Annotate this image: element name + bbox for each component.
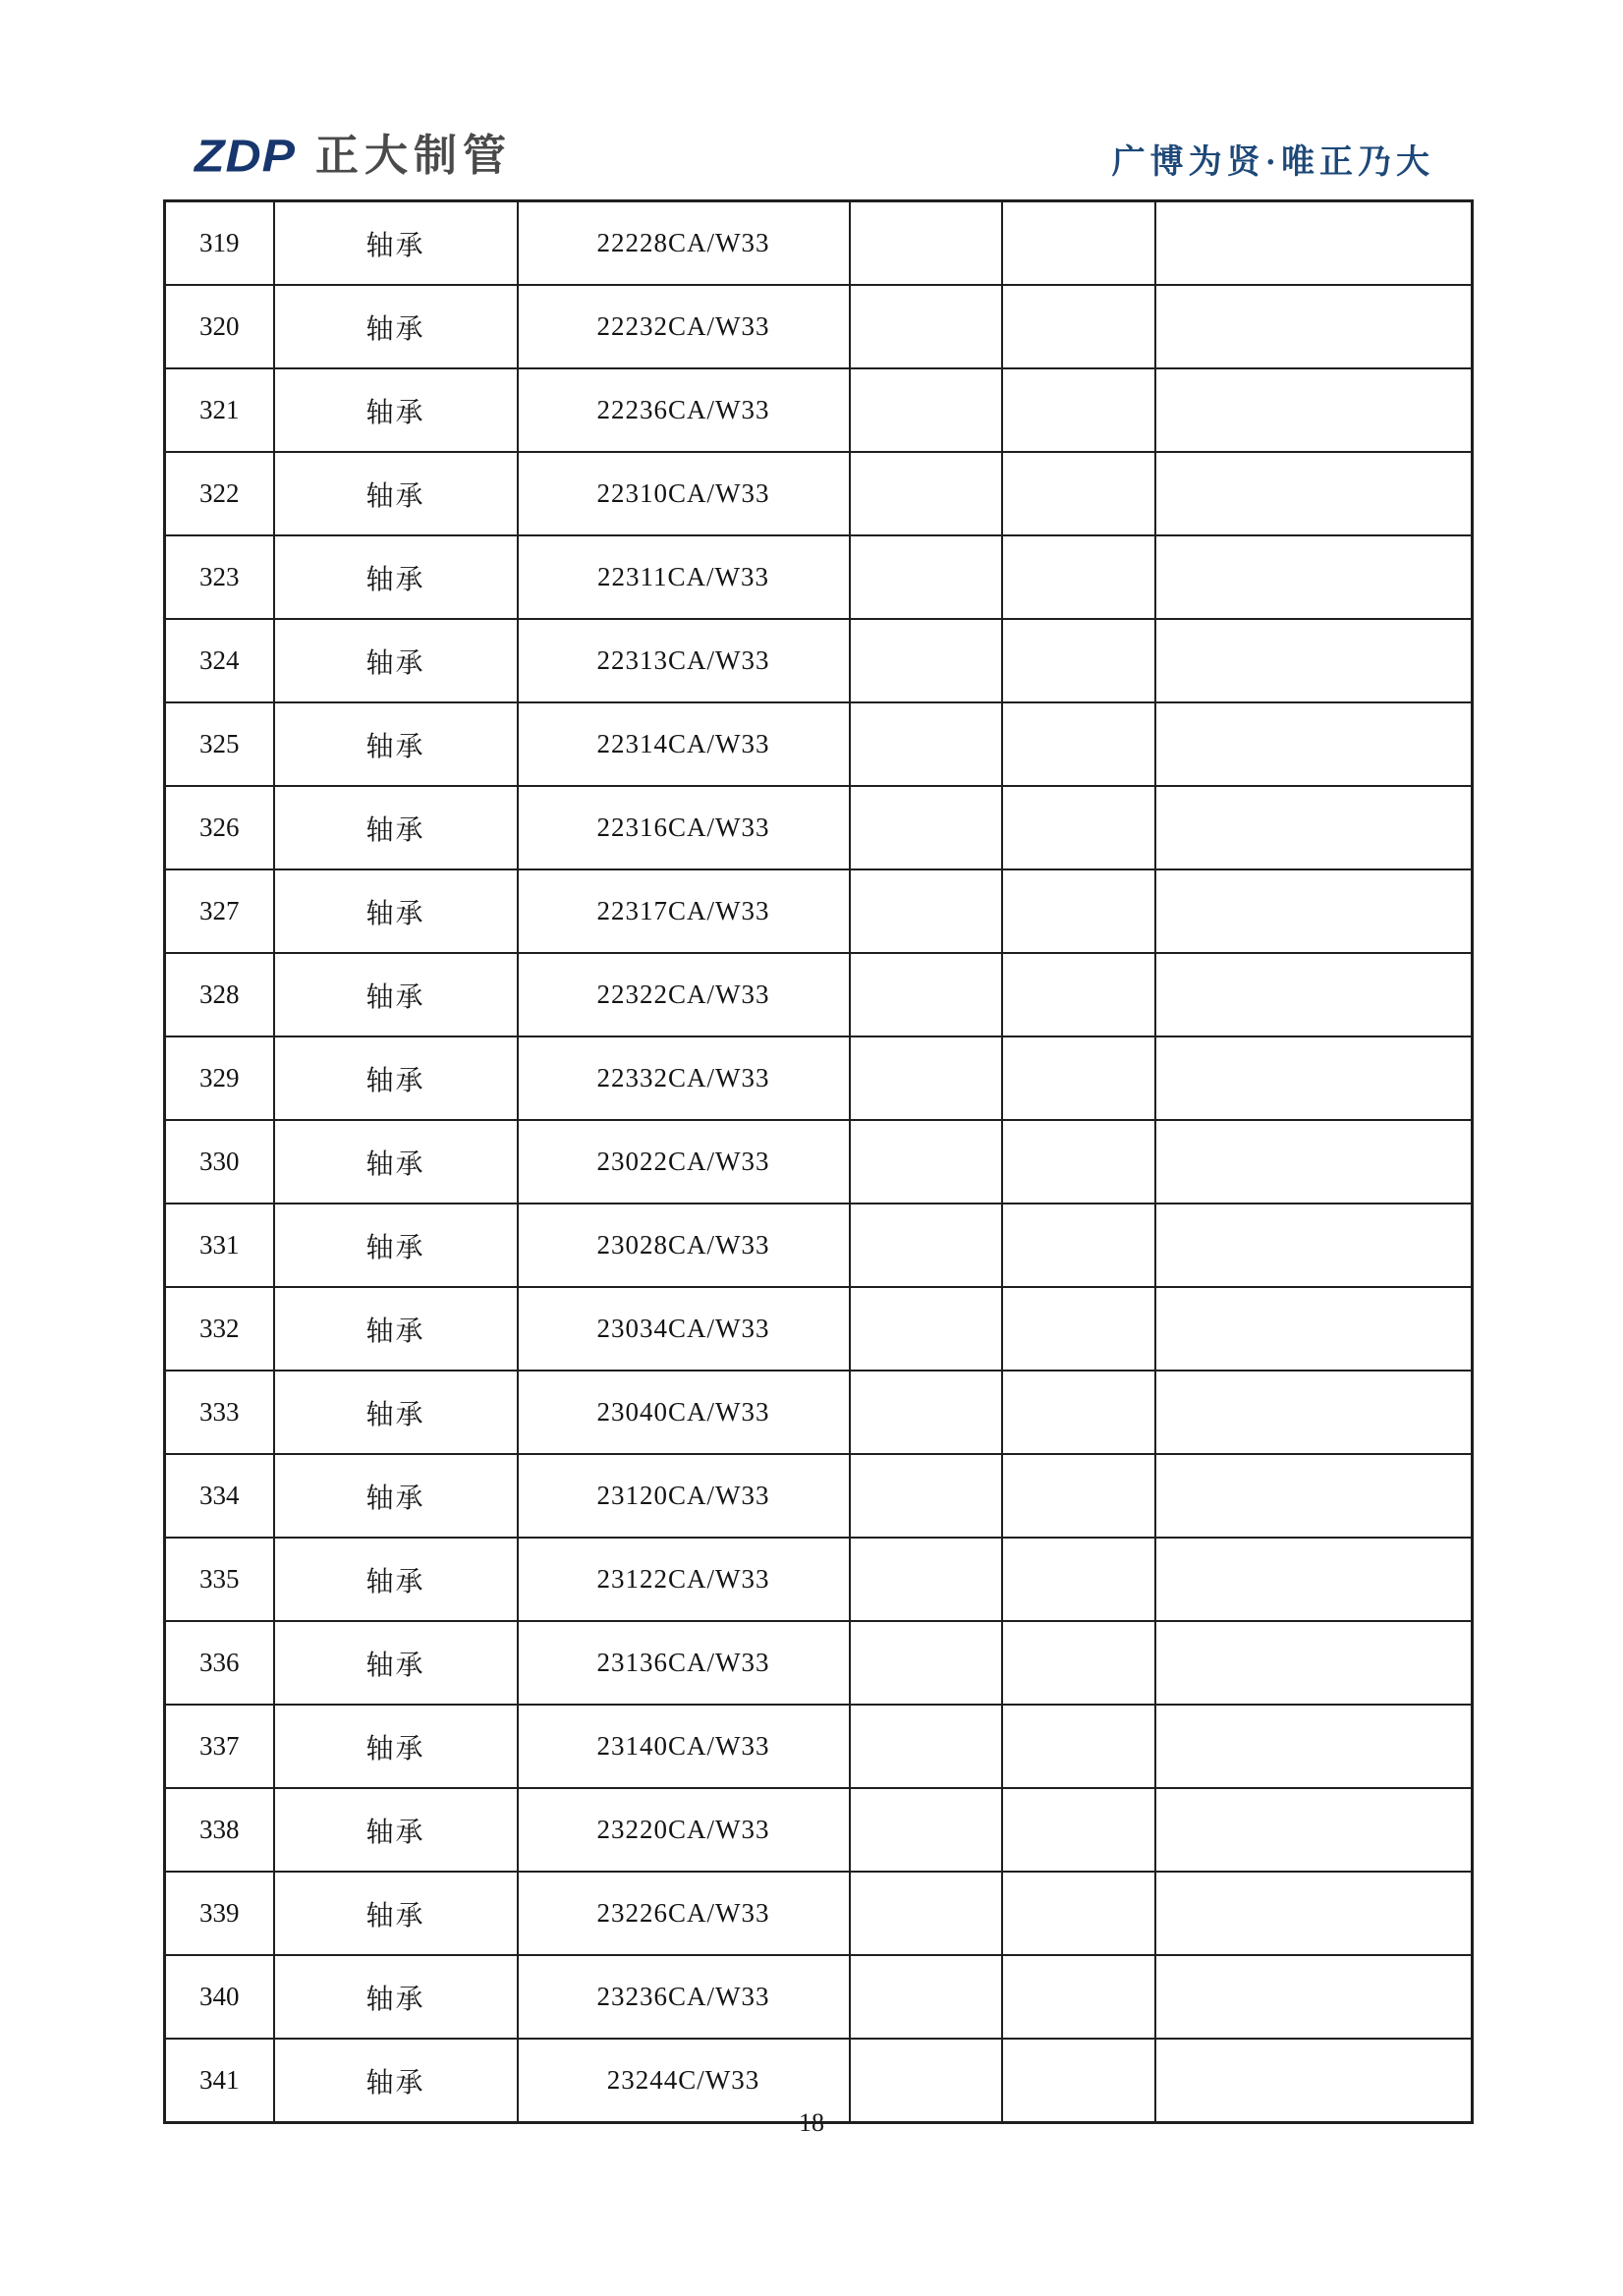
empty-cell-1 — [850, 201, 1002, 286]
empty-cell-1 — [850, 1788, 1002, 1872]
table-row — [165, 1872, 1473, 1955]
row-number-cell: 322 — [165, 452, 274, 535]
empty-cell-2 — [1002, 201, 1155, 286]
table-row — [165, 285, 1473, 368]
empty-cell-3 — [1155, 1955, 1473, 2039]
empty-cell-2 — [1002, 1621, 1155, 1705]
empty-cell-3 — [1155, 1454, 1473, 1538]
zdp-logo — [195, 132, 512, 181]
table-row — [165, 702, 1473, 786]
model-number-cell: 23034CA/W33 — [518, 1287, 850, 1371]
model-number-cell: 23122CA/W33 — [518, 1538, 850, 1621]
empty-cell-2 — [1002, 1955, 1155, 2039]
item-name-cell: 轴承 — [274, 953, 518, 1036]
row-number-cell: 329 — [165, 1036, 274, 1120]
empty-cell-2 — [1002, 1371, 1155, 1454]
model-number-cell: 22236CA/W33 — [518, 368, 850, 452]
model-number-cell: 23244C/W33 — [518, 2039, 850, 2123]
item-name-cell: 轴承 — [274, 1621, 518, 1705]
empty-cell-2 — [1002, 1538, 1155, 1621]
row-number-cell: 339 — [165, 1872, 274, 1955]
empty-cell-3 — [1155, 1036, 1473, 1120]
table-row — [165, 869, 1473, 953]
model-number-cell: 23136CA/W33 — [518, 1621, 850, 1705]
table-row — [165, 619, 1473, 702]
table-row — [165, 535, 1473, 619]
item-name-cell: 轴承 — [274, 2039, 518, 2123]
row-number-cell: 330 — [165, 1120, 274, 1204]
table-row — [165, 1120, 1473, 1204]
row-number-cell: 327 — [165, 869, 274, 953]
table-row — [165, 786, 1473, 869]
empty-cell-1 — [850, 452, 1002, 535]
item-name-cell: 轴承 — [274, 452, 518, 535]
empty-cell-1 — [850, 1204, 1002, 1287]
empty-cell-2 — [1002, 1705, 1155, 1788]
empty-cell-1 — [850, 1371, 1002, 1454]
empty-cell-3 — [1155, 201, 1473, 286]
row-number-cell: 334 — [165, 1454, 274, 1538]
parts-table — [163, 199, 1474, 2124]
row-number-cell: 333 — [165, 1371, 274, 1454]
table-row — [165, 1287, 1473, 1371]
model-number-cell: 22332CA/W33 — [518, 1036, 850, 1120]
table-row — [165, 1621, 1473, 1705]
empty-cell-1 — [850, 786, 1002, 869]
item-name-cell: 轴承 — [274, 702, 518, 786]
model-number-cell: 22311CA/W33 — [518, 535, 850, 619]
empty-cell-1 — [850, 1287, 1002, 1371]
empty-cell-2 — [1002, 535, 1155, 619]
empty-cell-3 — [1155, 1538, 1473, 1621]
row-number-cell: 335 — [165, 1538, 274, 1621]
empty-cell-2 — [1002, 368, 1155, 452]
table-row — [165, 953, 1473, 1036]
empty-cell-2 — [1002, 702, 1155, 786]
empty-cell-1 — [850, 1955, 1002, 2039]
empty-cell-3 — [1155, 285, 1473, 368]
row-number-cell: 336 — [165, 1621, 274, 1705]
model-number-cell: 23120CA/W33 — [518, 1454, 850, 1538]
page-footer — [0, 2108, 1623, 2138]
empty-cell-2 — [1002, 1788, 1155, 1872]
empty-cell-1 — [850, 1621, 1002, 1705]
page-number: 18 — [799, 2108, 824, 2137]
row-number-cell: 341 — [165, 2039, 274, 2123]
item-name-cell: 轴承 — [274, 1705, 518, 1788]
zdp-logo-mark: ZDP — [195, 131, 296, 182]
model-number-cell: 22228CA/W33 — [518, 201, 850, 286]
empty-cell-2 — [1002, 452, 1155, 535]
empty-cell-3 — [1155, 1705, 1473, 1788]
empty-cell-3 — [1155, 368, 1473, 452]
empty-cell-3 — [1155, 953, 1473, 1036]
item-name-cell: 轴承 — [274, 1872, 518, 1955]
empty-cell-3 — [1155, 619, 1473, 702]
row-number-cell: 324 — [165, 619, 274, 702]
empty-cell-3 — [1155, 452, 1473, 535]
empty-cell-3 — [1155, 1371, 1473, 1454]
empty-cell-1 — [850, 1454, 1002, 1538]
empty-cell-3 — [1155, 869, 1473, 953]
table-row — [165, 368, 1473, 452]
item-name-cell: 轴承 — [274, 869, 518, 953]
empty-cell-3 — [1155, 702, 1473, 786]
row-number-cell: 338 — [165, 1788, 274, 1872]
model-number-cell: 23220CA/W33 — [518, 1788, 850, 1872]
row-number-cell: 326 — [165, 786, 274, 869]
table-row — [165, 1371, 1473, 1454]
item-name-cell: 轴承 — [274, 619, 518, 702]
empty-cell-3 — [1155, 1287, 1473, 1371]
zdp-logo-wordmark: 正大制管 — [315, 132, 512, 180]
item-name-cell: 轴承 — [274, 1955, 518, 2039]
empty-cell-2 — [1002, 1454, 1155, 1538]
empty-cell-3 — [1155, 1788, 1473, 1872]
empty-cell-1 — [850, 535, 1002, 619]
model-number-cell: 23226CA/W33 — [518, 1872, 850, 1955]
empty-cell-2 — [1002, 1036, 1155, 1120]
row-number-cell: 337 — [165, 1705, 274, 1788]
empty-cell-3 — [1155, 786, 1473, 869]
item-name-cell: 轴承 — [274, 1788, 518, 1872]
item-name-cell: 轴承 — [274, 535, 518, 619]
empty-cell-1 — [850, 619, 1002, 702]
row-number-cell: 325 — [165, 702, 274, 786]
model-number-cell: 22314CA/W33 — [518, 702, 850, 786]
model-number-cell: 23040CA/W33 — [518, 1371, 850, 1454]
model-number-cell: 23028CA/W33 — [518, 1204, 850, 1287]
empty-cell-1 — [850, 1036, 1002, 1120]
row-number-cell: 328 — [165, 953, 274, 1036]
table-row — [165, 1538, 1473, 1621]
empty-cell-1 — [850, 702, 1002, 786]
table-row — [165, 201, 1473, 286]
row-number-cell: 319 — [165, 201, 274, 286]
model-number-cell: 22313CA/W33 — [518, 619, 850, 702]
item-name-cell: 轴承 — [274, 1036, 518, 1120]
empty-cell-1 — [850, 869, 1002, 953]
empty-cell-2 — [1002, 285, 1155, 368]
item-name-cell: 轴承 — [274, 1454, 518, 1538]
empty-cell-1 — [850, 1872, 1002, 1955]
model-number-cell: 22316CA/W33 — [518, 786, 850, 869]
item-name-cell: 轴承 — [274, 201, 518, 286]
empty-cell-3 — [1155, 1120, 1473, 1204]
model-number-cell: 22232CA/W33 — [518, 285, 850, 368]
table-row — [165, 1454, 1473, 1538]
empty-cell-2 — [1002, 786, 1155, 869]
table-row — [165, 1204, 1473, 1287]
item-name-cell: 轴承 — [274, 1120, 518, 1204]
model-number-cell: 23022CA/W33 — [518, 1120, 850, 1204]
row-number-cell: 332 — [165, 1287, 274, 1371]
item-name-cell: 轴承 — [274, 1287, 518, 1371]
empty-cell-1 — [850, 1120, 1002, 1204]
table-row — [165, 1705, 1473, 1788]
parts-table-body — [165, 201, 1473, 2123]
empty-cell-2 — [1002, 1872, 1155, 1955]
row-number-cell: 340 — [165, 1955, 274, 2039]
company-slogan: 广博为贤·唯正乃大 — [1111, 144, 1434, 181]
empty-cell-3 — [1155, 1872, 1473, 1955]
table-row — [165, 1955, 1473, 2039]
empty-cell-3 — [1155, 1621, 1473, 1705]
item-name-cell: 轴承 — [274, 285, 518, 368]
empty-cell-2 — [1002, 1120, 1155, 1204]
model-number-cell: 23236CA/W33 — [518, 1955, 850, 2039]
empty-cell-1 — [850, 1538, 1002, 1621]
table-row — [165, 1788, 1473, 1872]
empty-cell-3 — [1155, 1204, 1473, 1287]
empty-cell-1 — [850, 953, 1002, 1036]
item-name-cell: 轴承 — [274, 1204, 518, 1287]
empty-cell-2 — [1002, 1204, 1155, 1287]
row-number-cell: 323 — [165, 535, 274, 619]
item-name-cell: 轴承 — [274, 368, 518, 452]
model-number-cell: 22322CA/W33 — [518, 953, 850, 1036]
empty-cell-2 — [1002, 869, 1155, 953]
row-number-cell: 331 — [165, 1204, 274, 1287]
empty-cell-2 — [1002, 619, 1155, 702]
model-number-cell: 23140CA/W33 — [518, 1705, 850, 1788]
item-name-cell: 轴承 — [274, 1538, 518, 1621]
model-number-cell: 22317CA/W33 — [518, 869, 850, 953]
row-number-cell: 320 — [165, 285, 274, 368]
empty-cell-1 — [850, 285, 1002, 368]
empty-cell-2 — [1002, 953, 1155, 1036]
row-number-cell: 321 — [165, 368, 274, 452]
table-row — [165, 1036, 1473, 1120]
table-row — [165, 452, 1473, 535]
item-name-cell: 轴承 — [274, 786, 518, 869]
empty-cell-1 — [850, 1705, 1002, 1788]
empty-cell-2 — [1002, 1287, 1155, 1371]
empty-cell-1 — [850, 368, 1002, 452]
empty-cell-3 — [1155, 535, 1473, 619]
item-name-cell: 轴承 — [274, 1371, 518, 1454]
model-number-cell: 22310CA/W33 — [518, 452, 850, 535]
